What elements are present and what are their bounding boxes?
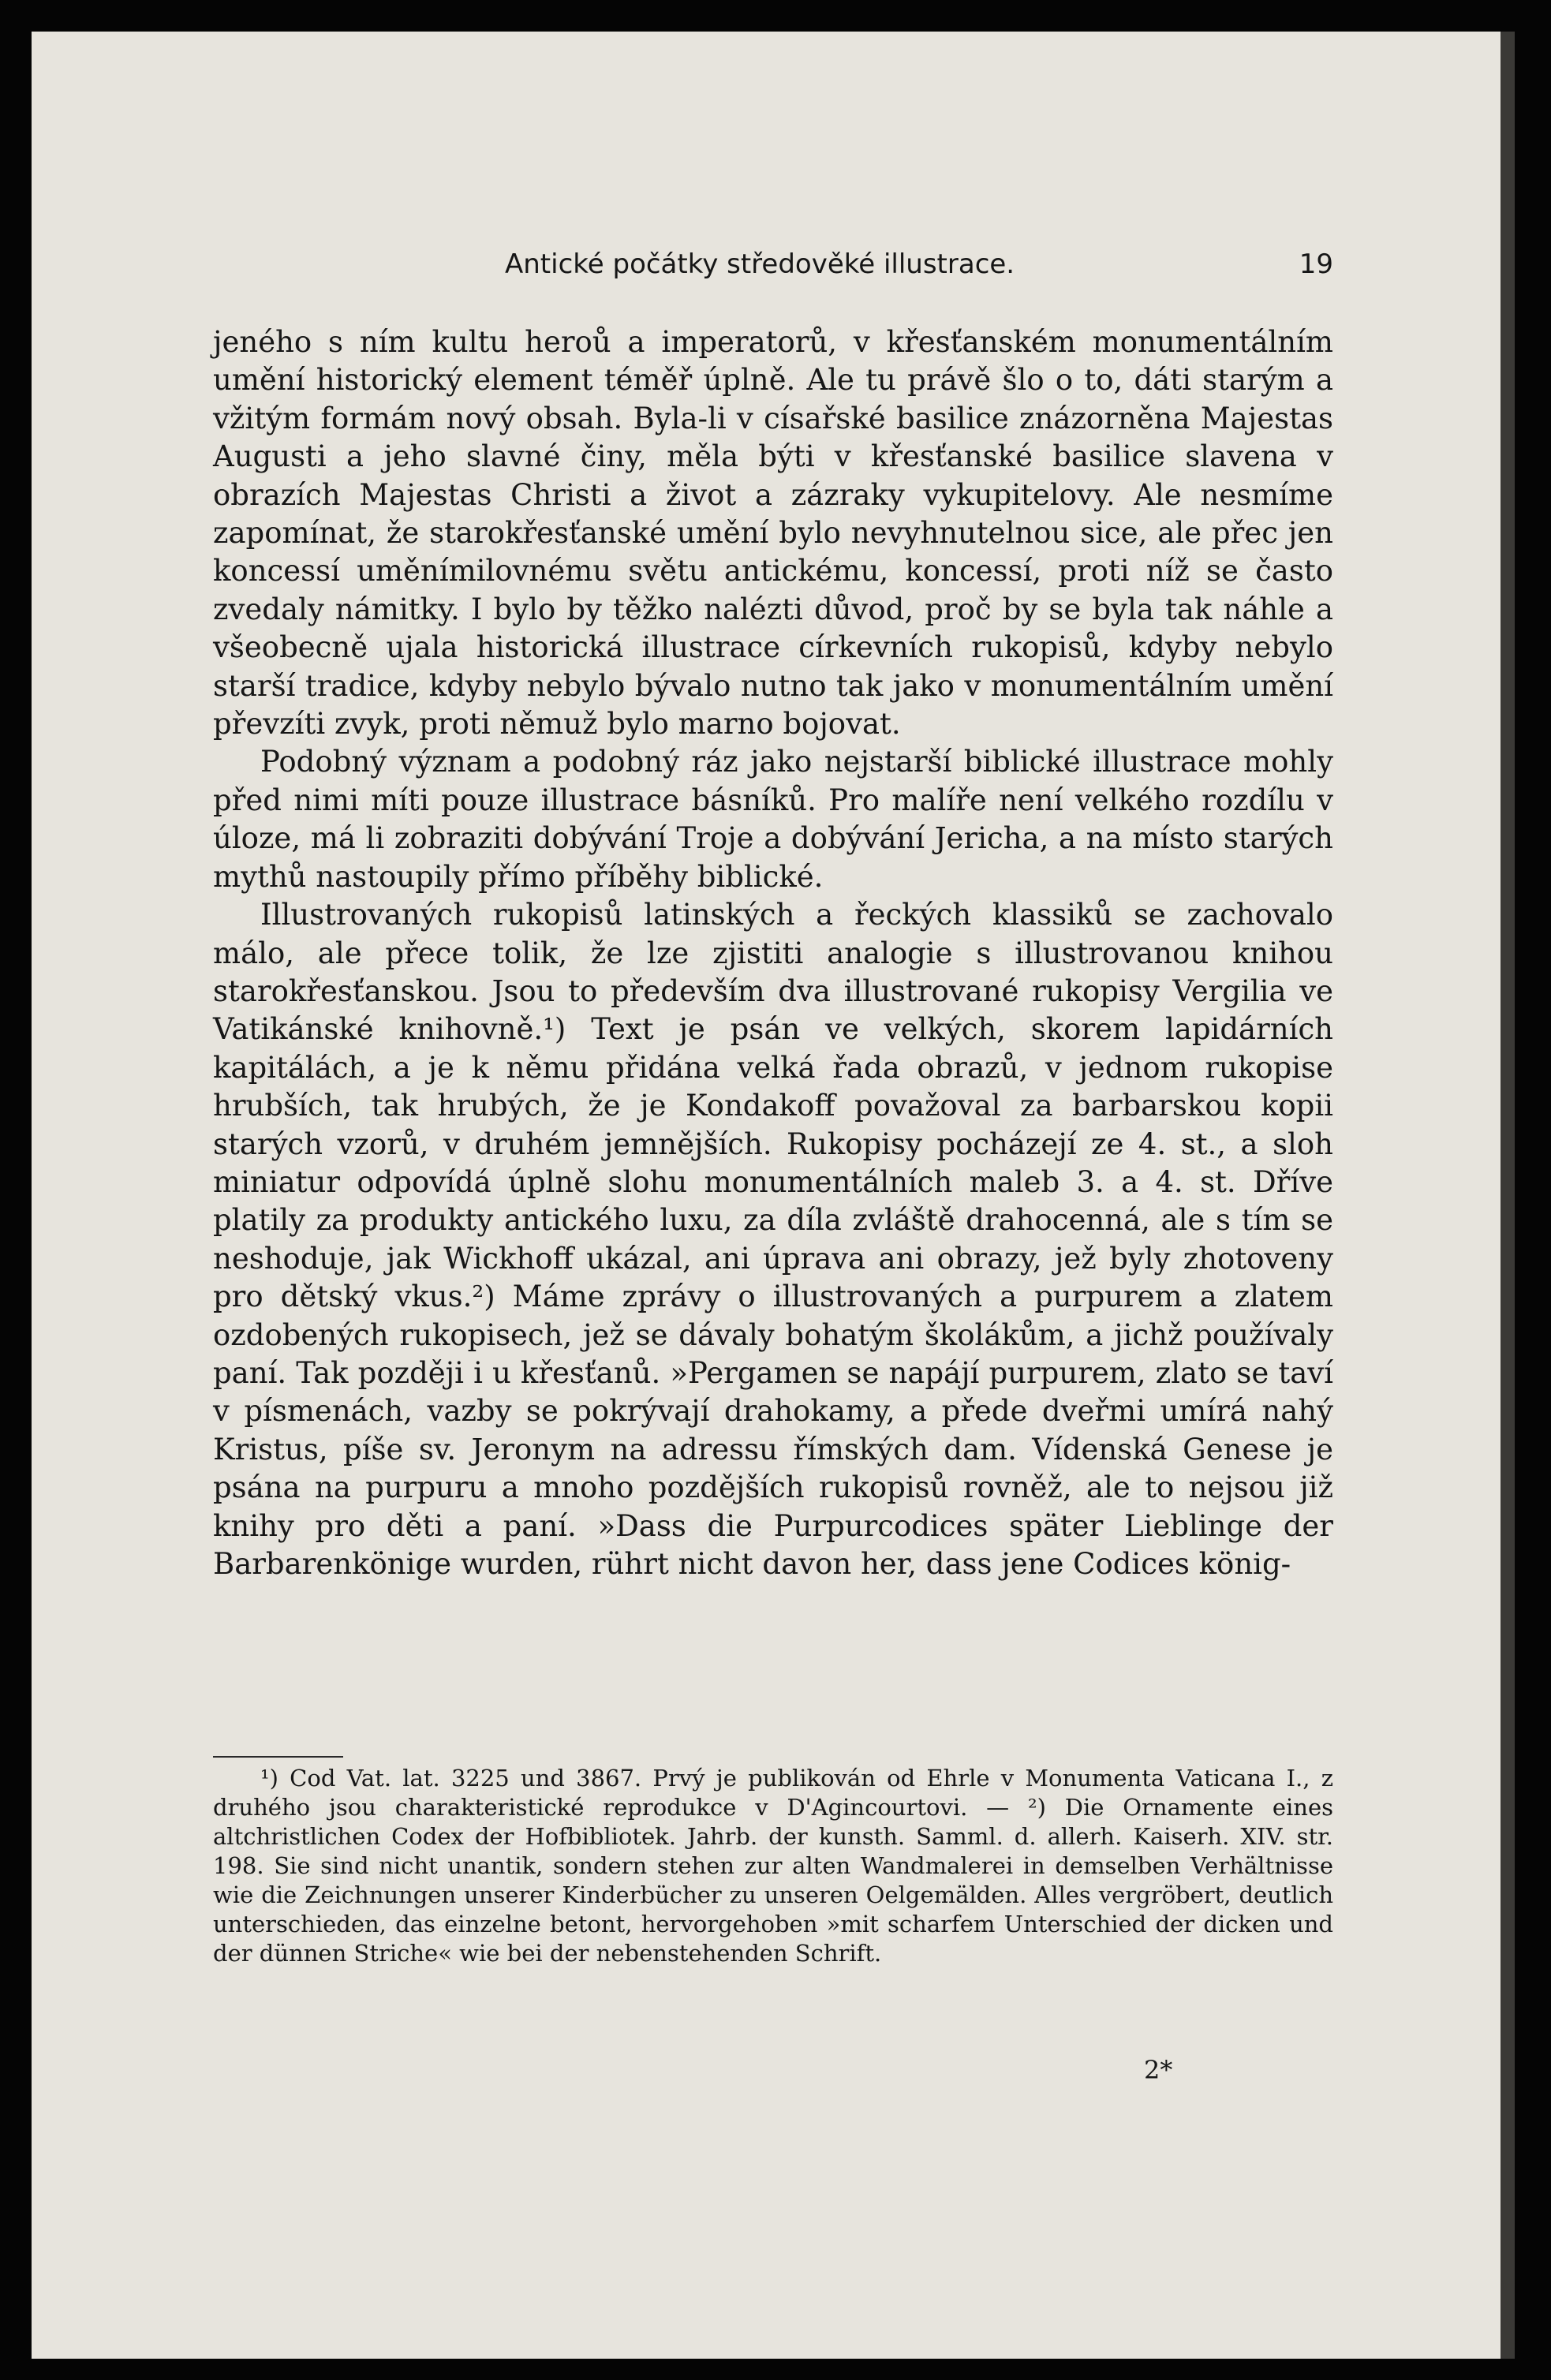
signature-mark: 2* <box>1144 2055 1173 2085</box>
binding-edge <box>1501 32 1515 2359</box>
paragraph-1: jeného s ním kultu heroů a imperatorů, v křesťanském monumentálním umění historický element téměř úplně. Ale tu právě šlo o to, dáti starým a vžitým formám nový obsah. Byla-li v císařské basilice znázorněna Majestas Augusti a jeho slavné činy, měla býti v křesťanské basilice slavena v obrazích Majestas Christi a život a zázraky vykupitelovy. Ale nesmíme zapomínat, že starokřesťanské umění bylo nevyhnutelnou sice, ale přec jen koncessí uměnímilovnému světu antickému, koncessí, proti níž se často zvedaly námitky. I bylo by těžko nalézti důvod, proč by se byla tak náhle a všeobecně ujala historická illustrace církevních rukopisů, kdyby nebylo starší tradice, kdyby nebylo bývalo nutno tak jako v monumentálním umění převzíti zvyk, proti němuž bylo marno bojovat. <box>213 325 1333 742</box>
running-head <box>213 248 1333 296</box>
paragraph-3: Illustrovaných rukopisů latinských a řeckých klassiků se zachovalo málo, ale přece tolik, že lze zjistiti analogie s illustrovanou knihou starokřesťanskou. Jsou to především dva illustrované rukopisy Vergilia ve Vatikánské knihovně.¹) Text je psán ve velkých, skorem lapidárních kapitálách, a je k němu přidána velká řada obrazů, v jednom rukopise hrubších, tak hrubých, že je Kondakoff považoval za barbarskou kopii starých vzorů, v druhém jemnějších. Rukopisy pocházejí ze 4. st., a sloh miniatur odpovídá úplně slohu monumentálních maleb 3. a 4. st. Dříve platily za produkty antického luxu, za díla zvláště drahocenná, ale s tím se neshoduje, jak Wickhoff ukázal, ani úprava ani obrazy, jež byly zhotoveny pro dětský vkus.²) Máme zprávy o illustrovaných a purpurem a zlatem ozdobených rukopisech, jež se dávaly bohatým školákům, a jichž používaly paní. Tak později i u křesťanů. »Pergamen se napájí purpurem, zlato se taví v písmenách, vazby se pokrývají drahokamy, a přede dveřmi umírá nahý Kristus, píše sv. Jeronym na adressu římských dam. Vídenská Genese je psána na purpuru a mnoho pozdějších rukopisů rovněž, ale to nejsou již knihy pro děti a paní. »Dass die Purpurcodices später Lieblinge der Barbarenkönige wurden, rührt nicht davon her, dass jene Codices könig- <box>213 898 1333 1581</box>
paragraph-2: Podobný význam a podobný ráz jako nejstarší biblické illustrace mohly před nimi míti pouze illustrace básníků. Pro malíře není velkého rozdílu v úloze, má li zobraziti dobývání Troje a dobývání Jericha, a na místo starých mythů nastoupily přímo příběhy biblické. <box>213 745 1333 894</box>
page-number: 19 <box>1299 248 1333 280</box>
footnote-text: ¹) Cod Vat. lat. 3225 und 3867. Prvý je publikován od Ehrle v Monumenta Vaticana I., z druhého jsou charakteristické reprodukce v D'Agincourtovi. — ²) Die Ornamente eines altchristlichen Codex der Hofbibliotek. Jahrb. der kunsth. Samml. d. allerh. Kaiserh. XIV. str. 198. Sie sind nicht unantik, sondern stehen zur alten Wandmalerei in demselben Verhältnisse wie die Zeichnungen unserer Kinderbücher zu unseren Oelgemälden. Alles vergröbert, deutlich unterschieden, das einzelne betont, hervorgehoben »mit scharfem Unterschied der dicken und der dünnen Striche« wie bei der nebenstehenden Schrift. <box>213 1765 1333 1967</box>
footnote-rule <box>213 1756 343 1758</box>
body-text <box>213 323 1333 1583</box>
running-title: Antické počátky středověké illustrace. <box>505 248 1015 280</box>
footnotes <box>213 1764 1333 1968</box>
